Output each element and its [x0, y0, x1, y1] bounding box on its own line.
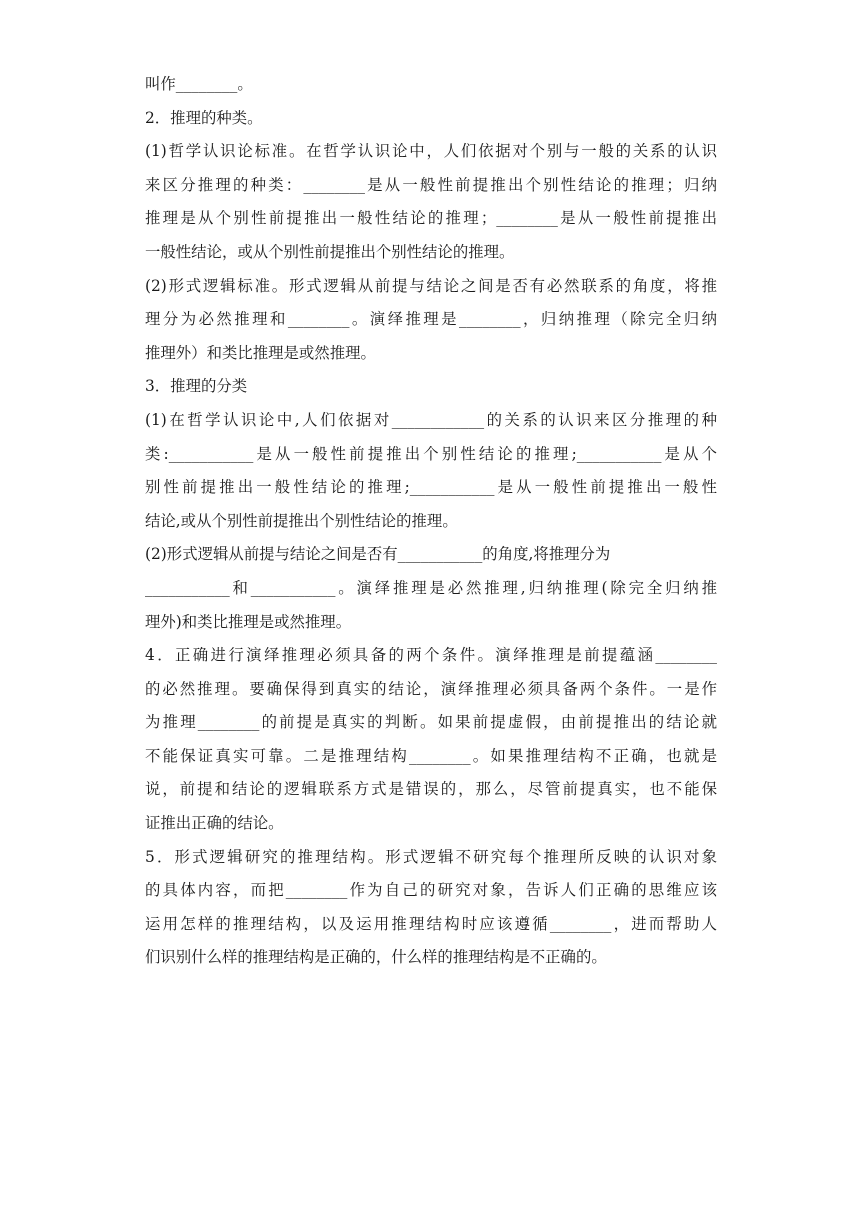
text-line: ___________和___________。演绎推理是必然推理,归纳推理(除完全归纳推 — [145, 578, 717, 597]
text-line: 推理外）和类比推理是或然推理。 — [145, 343, 376, 362]
text-line: 5．形式逻辑研究的推理结构。形式逻辑不研究每个推理所反映的认识对象 — [145, 847, 717, 866]
text-line: 的必然推理。要确保得到真实的结论，演绎推理必须具备两个条件。一是作 — [145, 679, 717, 698]
text-line: 别性前提推出一般性结论的推理;___________是从一般性前提推出一般性 — [145, 478, 717, 497]
text-line: 3．推理的分类 — [145, 377, 248, 396]
text-line: 不能保证真实可靠。二是推理结构________。如果推理结构不正确，也就是 — [145, 746, 717, 765]
text-line: (2)形式逻辑从前提与结论之间是否有___________的角度,将推理分为 — [145, 545, 611, 564]
text-line: (1)在哲学认识论中,人们依据对____________的关系的认识来区分推理的种 — [145, 410, 717, 429]
text-line: 理分为必然推理和________。演绎推理是________，归纳推理（除完全归纳 — [145, 310, 717, 329]
text-line: (2)形式逻辑标准。形式逻辑从前提与结论之间是否有必然联系的角度，将推 — [145, 276, 717, 295]
text-line: 证推出正确的结论。 — [145, 814, 284, 833]
text-line: 类:___________是从一般性前提推出个别性结论的推理;___________是从个 — [145, 444, 717, 463]
text-line: 理外)和类比推理是或然推理。 — [145, 612, 352, 631]
text-line: (1)哲学认识论标准。在哲学认识论中，人们依据对个别与一般的关系的认识 — [145, 142, 717, 161]
text-line: 为推理________的前提是真实的判断。如果前提虚假，由前提推出的结论就 — [145, 713, 717, 732]
text-line: 的具体内容，而把________作为自己的研究对象，告诉人们正确的思维应该 — [145, 881, 717, 900]
text-line: 来区分推理的种类：________是从一般性前提推出个别性结论的推理；归纳 — [145, 175, 717, 194]
text-line: 说，前提和结论的逻辑联系方式是错误的，那么，尽管前提真实，也不能保 — [145, 780, 717, 799]
text-line: 们识别什么样的推理结构是正确的，什么样的推理结构是不正确的。 — [145, 948, 607, 967]
text-line: 2．推理的种类。 — [145, 108, 263, 127]
document-body — [145, 68, 717, 975]
text-line: 运用怎样的推理结构，以及运用推理结构时应该遵循________，进而帮助人 — [145, 914, 717, 933]
text-line: 结论,或从个别性前提推出个别性结论的推理。 — [145, 511, 458, 530]
text-line: 4．正确进行演绎推理必须具备的两个条件。演绎推理是前提蕴涵________ — [145, 646, 717, 665]
text-line: 一般性结论，或从个别性前提推出个别性结论的推理。 — [145, 242, 515, 261]
text-line: 叫作________。 — [145, 75, 253, 93]
text-line: 推理是从个别性前提推出一般性结论的推理；________是从一般性前提推出 — [145, 209, 717, 228]
